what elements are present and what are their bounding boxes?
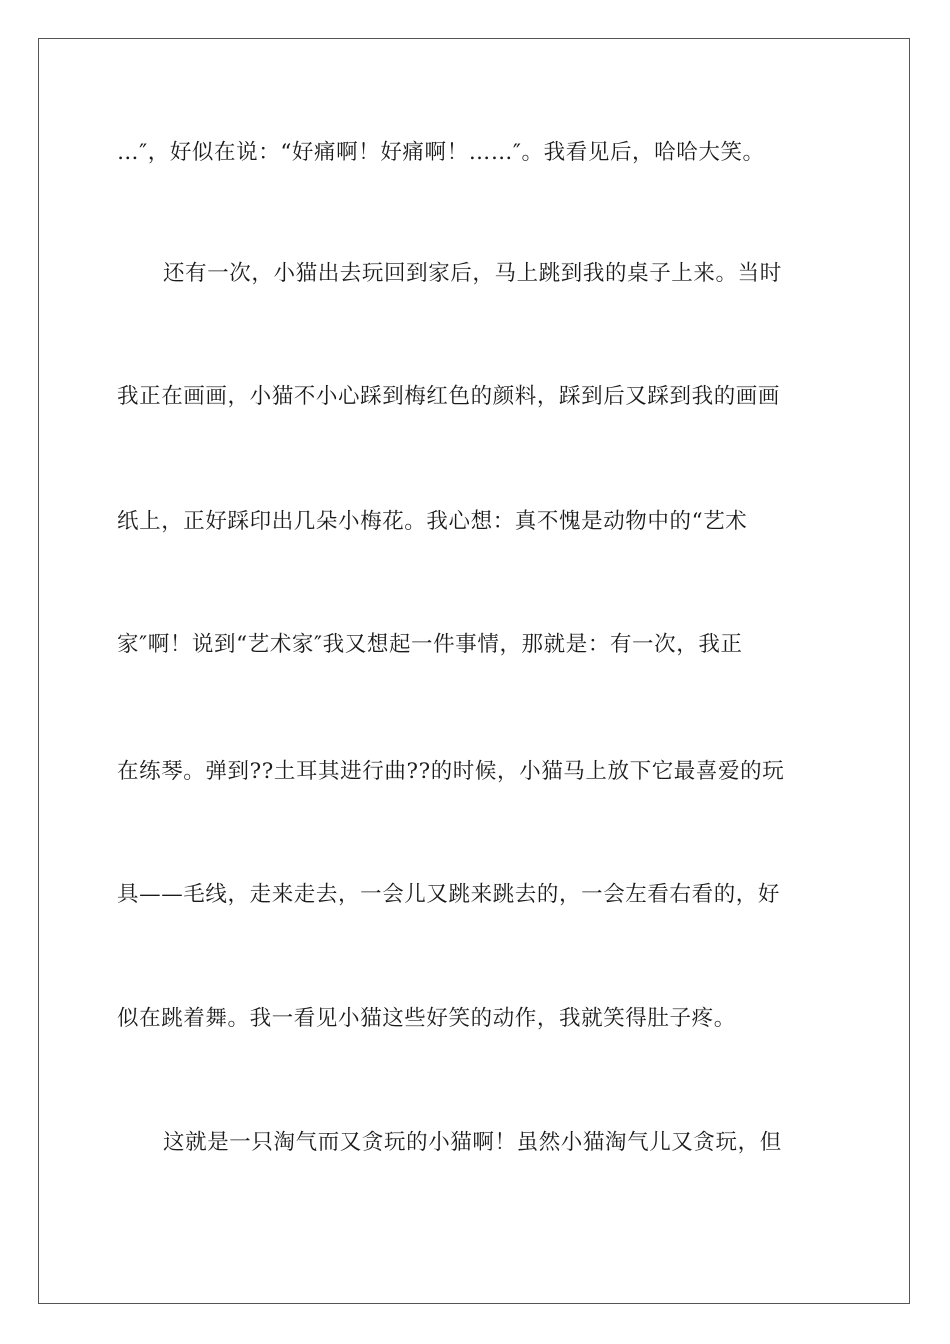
text-line: 我正在画画，小猫不小心踩到梅红色的颜料，踩到后又踩到我的画画 bbox=[117, 384, 781, 409]
text-line: …″，好似在说：“好痛啊！好痛啊！……″。我看见后，哈哈大笑。 bbox=[117, 140, 765, 165]
text-line: 在练琴。弹到??土耳其进行曲??的时候，小猫马上放下它最喜爱的玩 bbox=[117, 759, 785, 784]
text-line: 似在跳着舞。我一看见小猫这些好笑的动作，我就笑得肚子疼。 bbox=[117, 1006, 736, 1031]
text-line: 具——毛线，走来走去，一会儿又跳来跳去的，一会左看右看的，好 bbox=[117, 882, 781, 907]
text-line: 家″啊！说到“艺术家″我又想起一件事情，那就是：有一次，我正 bbox=[117, 632, 743, 657]
paragraph-start-line: 还有一次，小猫出去玩回到家后，马上跳到我的桌子上来。当时 bbox=[163, 261, 782, 286]
page-border bbox=[38, 38, 910, 1304]
text-line: 纸上，正好踩印出几朵小梅花。我心想：真不愧是动物中的“艺术 bbox=[117, 509, 748, 534]
paragraph-start-line: 这就是一只淘气而又贪玩的小猫啊！虽然小猫淘气儿又贪玩，但 bbox=[163, 1130, 782, 1155]
